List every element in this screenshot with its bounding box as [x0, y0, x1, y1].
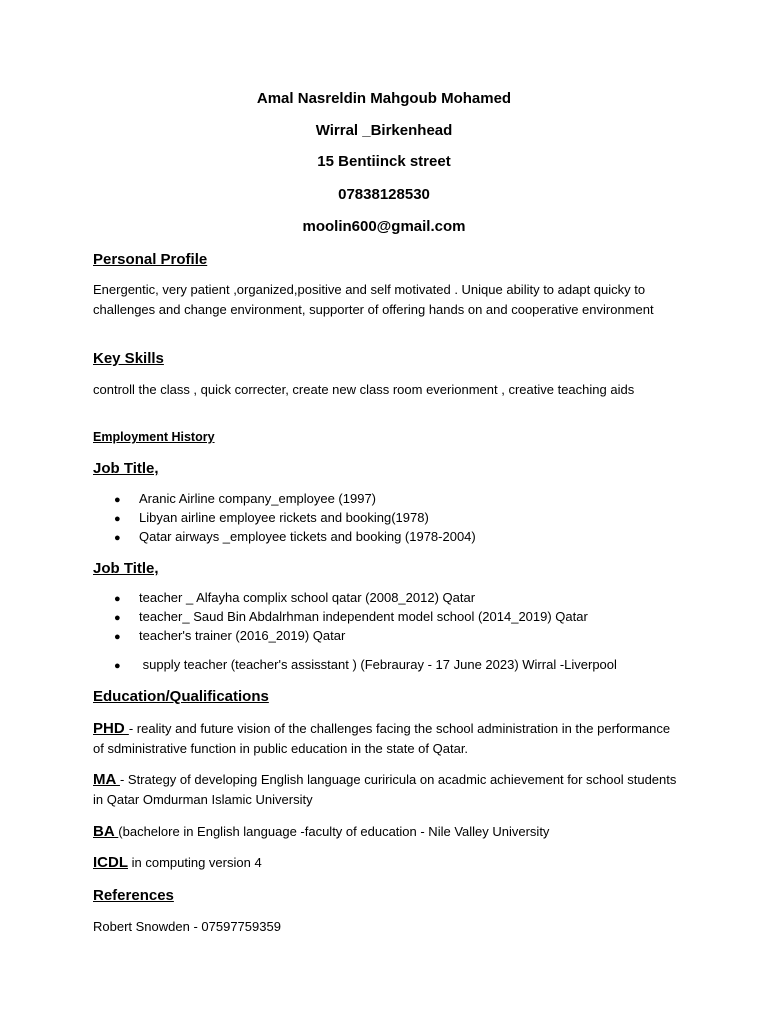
bullet-icon: ● [114, 494, 121, 506]
address-street: 15 Bentiinck street [317, 153, 451, 170]
degree-text: in computing version 4 [128, 855, 262, 870]
bullet-icon: ● [114, 612, 121, 624]
reference-entry: Robert Snowden - 07597759359 [93, 919, 281, 934]
list-item [114, 529, 476, 546]
key-skills-heading: Key Skills [93, 350, 164, 367]
list-item [114, 609, 588, 626]
list-item [114, 510, 429, 527]
job-entry: teacher_ Saud Bin Abdalrhman independent model school (2014_2019) Qatar [139, 609, 588, 624]
bullet-icon: ● [114, 513, 121, 525]
address-city: Wirral _Birkenhead [315, 122, 453, 139]
references-heading: References [93, 887, 174, 904]
personal-profile-text: Energentic, very patient ,organized,positive and self motivated . Unique ability to adapt quicky to challenges and change environment, supporter of offering hands on and cooperative environment [93, 282, 654, 317]
phone-number: 07838128530 [338, 186, 430, 203]
education-item-icdl [93, 853, 683, 873]
job-entry: Qatar airways _employee tickets and booking (1978-2004) [139, 529, 476, 544]
job-title-heading-1: Job Title, [93, 460, 159, 477]
list-item [114, 590, 475, 607]
degree-label: MA [93, 771, 120, 788]
education-item-ba [93, 822, 683, 842]
personal-profile-heading: Personal Profile [93, 251, 208, 268]
key-skills-text: controll the class , quick correcter, create new class room everionment , creative teaching aids [93, 382, 635, 397]
applicant-name: Amal Nasreldin Mahgoub Mohamed [256, 90, 512, 107]
job-entry: Libyan airline employee rickets and booking(1978) [139, 510, 429, 525]
education-item-phd [93, 719, 683, 758]
bullet-icon: ● [114, 593, 121, 605]
bullet-icon: ● [114, 660, 121, 672]
job-title-heading-2: Job Title, [93, 560, 159, 577]
degree-label: PHD [93, 720, 129, 737]
job-entry: teacher _ Alfayha complix school qatar (2008_2012) Qatar [139, 590, 476, 605]
list-item [114, 628, 345, 645]
degree-text: (bachelore in English language -faculty of education - Nile Valley University [118, 824, 550, 839]
employment-history-heading: Employment History [93, 430, 215, 444]
degree-text: - Strategy of developing English language curiricula on acadmic achievement for school students in Qatar Omdurman Islamic University [93, 772, 677, 807]
education-heading: Education/Qualifications [93, 688, 269, 705]
job-entry: Aranic Airline company_employee (1997) [139, 491, 377, 506]
email-address: moolin600@gmail.com [302, 218, 466, 235]
job-entry: teacher's trainer (2016_2019) Qatar [139, 628, 346, 643]
degree-label: ICDL [93, 854, 128, 871]
degree-label: BA [93, 823, 119, 840]
list-item [114, 657, 617, 674]
education-item-ma [93, 770, 683, 809]
job-entry: supply teacher (teacher's assisstant ) (Febrauray - 17 June 2023) Wirral -Liverpool [139, 657, 617, 672]
bullet-icon: ● [114, 532, 121, 544]
degree-text: - reality and future vision of the challenges facing the school administration in the performance of sdministrative function in public education in the state of Qatar. [93, 721, 671, 756]
bullet-icon: ● [114, 631, 121, 643]
list-item [114, 491, 376, 508]
